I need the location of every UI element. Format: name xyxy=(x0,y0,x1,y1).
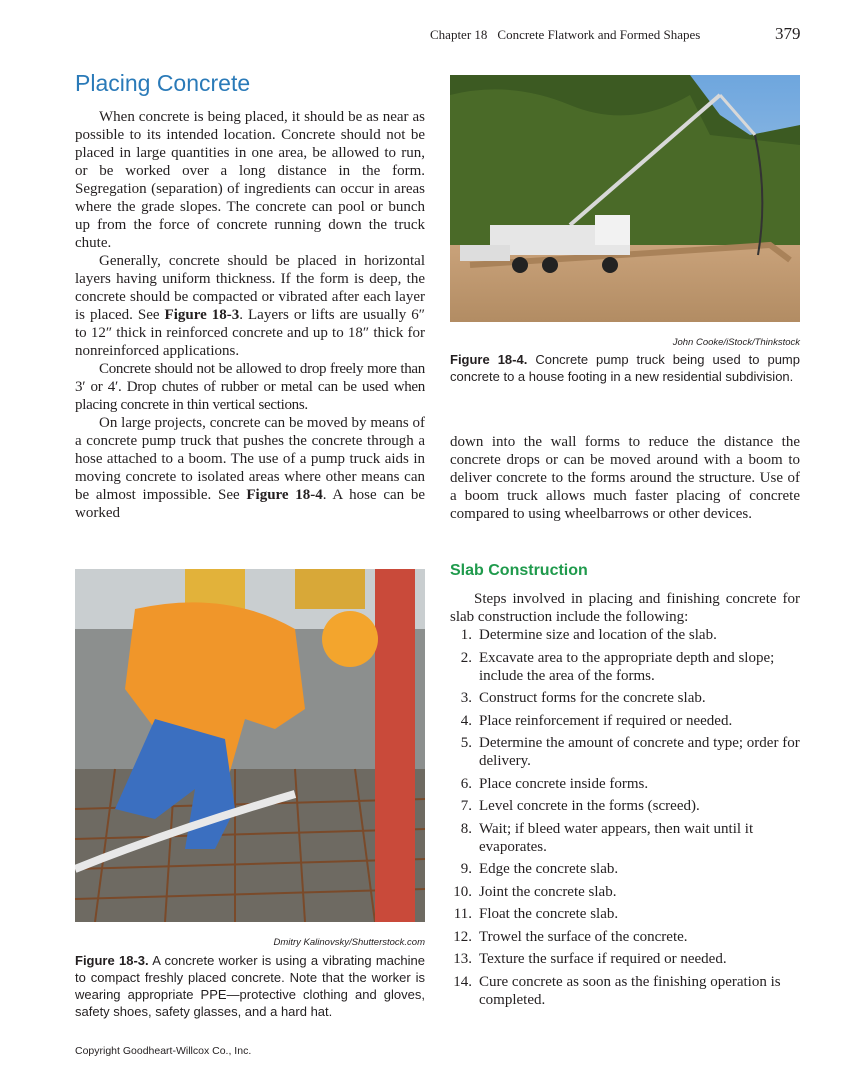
chapter-title: Concrete Flatwork and Formed Shapes xyxy=(497,27,701,42)
list-item xyxy=(450,860,800,878)
step-text: Edge the concrete slab. xyxy=(479,861,619,877)
step-text: Float the concrete slab. xyxy=(479,906,619,922)
step-number: 8. xyxy=(460,820,472,837)
copyright-footer: Copyright Goodheart-Willcox Co., Inc. xyxy=(75,1045,252,1057)
list-item xyxy=(450,734,800,770)
page-number: 379 xyxy=(775,24,801,43)
step-number: 14. xyxy=(453,973,472,990)
step-number: 13. xyxy=(453,951,472,967)
figure-caption: Figure 18-3. A concrete worker is using a vibrating machine to compact freshly placed concrete. Note that the worker is wearing appropriate PPE—protective clothing and gloves, safety shoes, safety glasses, and a hard hat. xyxy=(75,953,425,1019)
subsection-title: Slab Construction xyxy=(450,562,588,579)
photo-credit: John Cooke/iStock/Thinkstock xyxy=(672,337,800,348)
figure-caption: Figure 18-4. Concrete pump truck being used to pump concrete to a house footing in a new residential subdivision. xyxy=(450,352,800,384)
figure-ref: Figure 18-3 xyxy=(164,307,240,323)
step-text: Place reinforcement if required or needed. xyxy=(479,712,733,729)
figure-18-3-photo xyxy=(75,569,425,922)
list-item xyxy=(450,712,800,730)
slab-intro xyxy=(450,590,800,626)
step-number: 7. xyxy=(460,798,472,814)
list-item xyxy=(450,973,800,1009)
list-item xyxy=(450,905,800,923)
step-number: 12. xyxy=(453,928,472,945)
paragraph: down into the wall forms to reduce the distance the concrete drops or can be moved around with a boom to deliver concrete to the forms around the structure. Use of a boom truck allows much faster placing of concrete compared to using wheelbarrows or other devices. xyxy=(450,434,800,522)
step-text: Texture the surface if required or needed. xyxy=(479,951,727,967)
list-item xyxy=(450,797,800,815)
step-number: 9. xyxy=(460,861,472,877)
step-text: Place concrete inside forms. xyxy=(479,775,649,792)
step-text: Joint the concrete slab. xyxy=(479,883,617,900)
step-text: Determine size and location of the slab. xyxy=(479,627,717,643)
paragraph: Concrete should not be allowed to drop freely more than 3′ or 4′. Drop chutes of rubber or metal can be used when placing concrete in thin vertical sections. xyxy=(75,361,425,413)
paragraph: Steps involved in placing and finishing concrete for slab construction include the following: xyxy=(450,591,800,625)
step-text: Cure concrete as soon as the finishing operation is completed. xyxy=(479,973,781,1008)
figure-ref: Figure 18-4 xyxy=(246,487,323,503)
list-item xyxy=(450,649,800,685)
right-column-text xyxy=(450,433,800,523)
step-text: Trowel the surface of the concrete. xyxy=(479,928,688,945)
step-number: 3. xyxy=(460,690,472,706)
paragraph: Generally, concrete should be placed in horizontal layers having uniform thickness. If the form is deep, the concrete should be compacted or vibrated after each layer is placed. See Figure 18-3. Layers or lifts are usually 6″ to 12″ thick in reinforced concrete and up to 18″ thick for nonreinforced applications. xyxy=(75,253,426,359)
figure-label: Figure 18-4. xyxy=(450,352,528,367)
paragraph: On large projects, concrete can be moved by means of a concrete pump truck that pushes the concrete through a hose attached to a boom. The use of a pump truck aids in moving concrete to isolated areas where other means can be almost impossible. See Figure 18-4. A hose can be worked xyxy=(75,415,425,521)
step-number: 6. xyxy=(460,775,472,792)
slab-steps-list xyxy=(450,626,800,1013)
step-number: 1. xyxy=(460,627,472,643)
step-number: 5. xyxy=(460,735,472,751)
step-number: 11. xyxy=(453,906,472,922)
list-item xyxy=(450,950,800,968)
step-number: 10. xyxy=(453,883,472,900)
photo-credit: Dmitry Kalinovsky/Shutterstock.com xyxy=(273,937,425,948)
step-number: 2. xyxy=(460,649,472,666)
running-header xyxy=(430,27,700,43)
step-number: 4. xyxy=(460,712,472,729)
figure-label: Figure 18-3. xyxy=(75,953,149,968)
figure-18-4-photo xyxy=(450,75,800,322)
step-text: Determine the amount of concrete and type; order for delivery. xyxy=(479,735,800,769)
list-item xyxy=(450,775,800,793)
left-column-text xyxy=(75,108,425,522)
list-item xyxy=(450,928,800,946)
paragraph: When concrete is being placed, it should be as near as possible to its intended location. Concrete should not be placed in large quantities in one area, be allowed to run, or be worked over a long distance in the form. Segregation (separation) of ingredients can occur in areas where the grade slopes. The concrete can pool or bunch up from the force of concrete running down the truck chute. xyxy=(75,109,425,251)
step-text: Level concrete in the forms (screed). xyxy=(479,798,700,814)
step-text: Construct forms for the concrete slab. xyxy=(479,690,706,706)
section-title: Placing Concrete xyxy=(75,70,251,96)
list-item xyxy=(450,689,800,707)
step-text: Wait; if bleed water appears, then wait until it evaporates. xyxy=(479,820,754,855)
list-item xyxy=(450,820,800,856)
list-item xyxy=(450,883,800,901)
step-text: Excavate area to the appropriate depth and slope; include the area of the forms. xyxy=(479,649,775,684)
chapter-label: Chapter 18 xyxy=(430,27,488,42)
list-item xyxy=(450,626,800,644)
